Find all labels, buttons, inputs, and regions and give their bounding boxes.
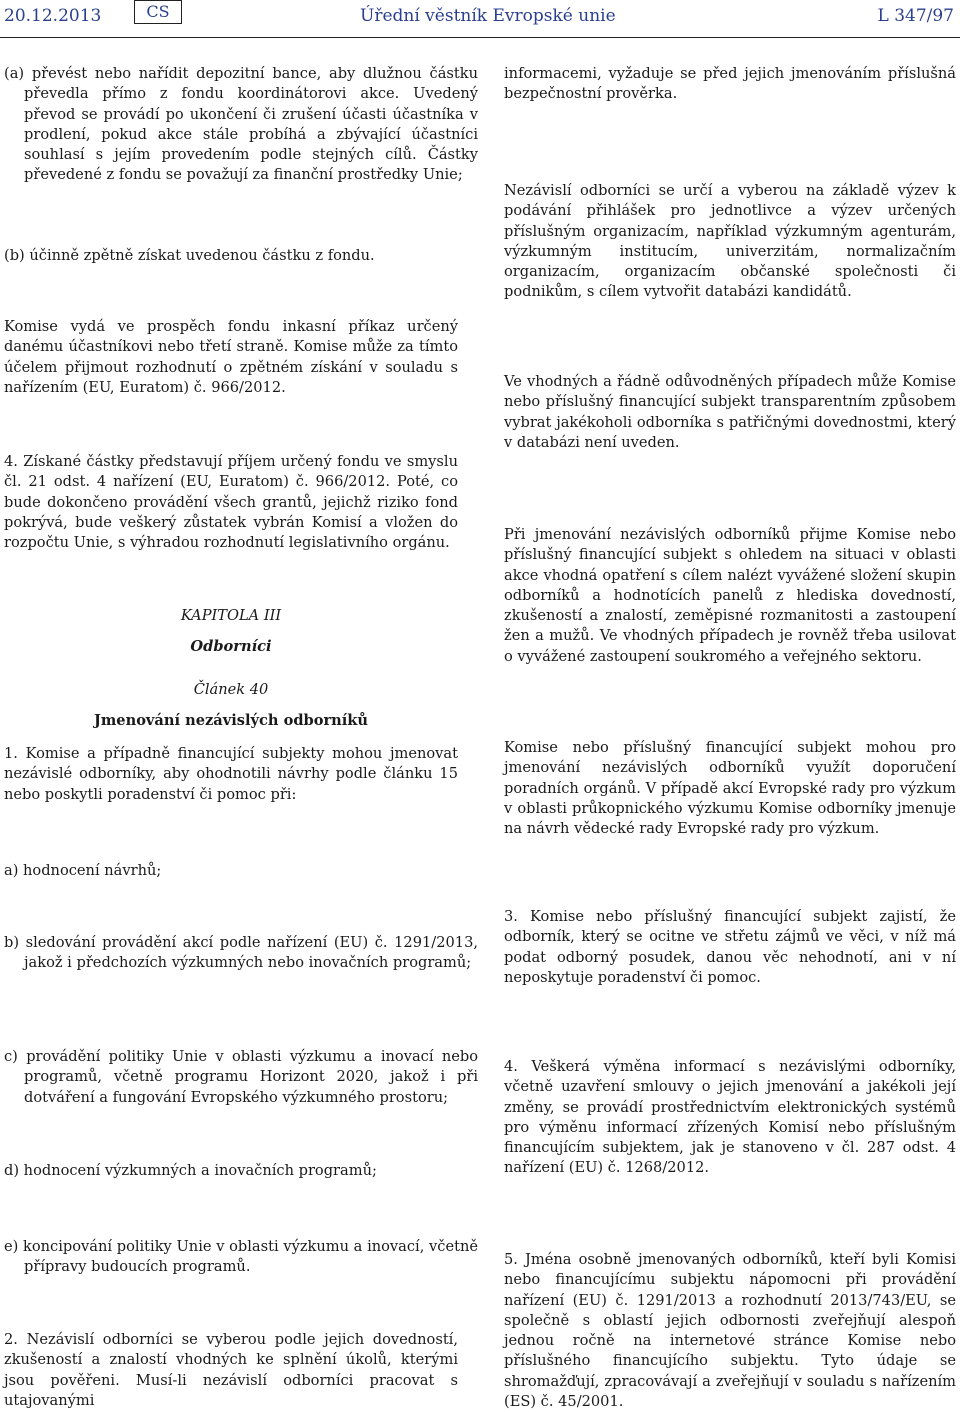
selection-paragraph: Nezávislí odborníci se určí a vyberou na základě výzev k podávání přihlášek pro jednotlivce a výzev určených příslušným organizacím, například výzkumným agenturám, výzkumným institucím, univerzitám, normalizačním organizacím, organizacím občanské společnosti či podnikům, s cílem vytvořit databázi kandidátů. [504,182,956,301]
article-title: Jmenování nezávislých odborníků [93,712,369,729]
list-item-a: a) hodnocení návrhů; [4,862,162,879]
right-column [504,0,956,1411]
balance-paragraph: Při jmenování nezávislých odborníků přijme Komise nebo příslušný financující subjekt s ohledem na situaci v oblasti akce vhodná opatření s cílem nalézt vyvážené složení skupin odborníků a hodnotících panelů z hlediska dovedností, zkušeností a znalostí, zeměpisné rozmanitosti a zastoupení žen a mužů. Ve vhodných případech je rovněž třeba usilovat o vyvážené zastoupení soukromého a veřejného sektoru. [504,526,956,665]
chapter-label: KAPITOLA III [180,607,282,624]
commission-paragraph: Komise vydá ve prospěch fondu inkasní příkaz určený danému účastníkovi nebo třetí straně. Komise může za tímto účelem přijmout rozhodnutí o zpětném získání v souladu s nařízením (EU, Euratom) č. 966/2012. [4,318,458,396]
chapter-title: Odborníci [190,638,272,655]
advisory-paragraph: Komise nebo příslušný financující subjekt mohou pro jmenování nezávislých odborníků využít doporučení poradních orgánů. V případě akcí Evropské rady pro výzkum v oblasti průkopnického výzkumu Komise odborníky jmenuje na návrh vědecké rady Evropské rady pro výzkum. [504,739,956,838]
paragraph-5: 5. Jména osobně jmenovaných odborníků, kteří byli Komisi nebo financujícímu subjektu nápomocni při provádění nařízení (EU) č. 1291/2013 a rozhodnutí 2013/743/EU, se společně s oblastí jejich odbornosti zveřejňují alespoň jednou ročně na internetové stránce Komise nebo příslušného financujícího subjektu. Tyto údaje se shromažďují, zpracovávají a zveřejňují v souladu s nařízením (ES) č. 45/2001. [504,1251,956,1411]
list-item-d: d) hodnocení výzkumných a inovačních programů; [4,1162,377,1179]
list-item-c: c) provádění politiky Unie v oblasti výzkumu a inovací nebo programů, včetně programu Horizont 2020, jakož i při dotváření a fungování Evropského výzkumného prostoru; [4,1048,478,1106]
paragraph-1: 1. Komise a případně financující subjekty mohou jmenovat nezávislé odborníky, aby ohodnotili návrhy podle článku 15 nebo poskytli poradenství či pomoc při: [4,745,458,803]
paragraph-4: 4. Získané částky představují příjem určený fondu ve smyslu čl. 21 odst. 4 nařízení (EU, Euratom) č. 966/2012. Poté, co bude dokončeno provádění všech grantů, jejichž riziko fond pokrývá, bude veškerý zůstatek vybrán Komisí a vložen do rozpočtu Unie, s výhradou rozhodnutí legislativního orgánu. [4,453,458,552]
journal-title: Úřední věstník Evropské unie [360,6,616,26]
item-b: (b) účinně zpětně získat uvedenou částku z fondu. [4,247,375,264]
paragraph-4-right: 4. Veškerá výměna informací s nezávislými odborníky, včetně uzavření smlouvy o jejich jmenování a jakékoli její změny, se provádí prostřednictvím elektronických systémů pro výměnu informací zřízených Komisí nebo příslušným financujícím subjektem, jak je stanoveno v čl. 287 odst. 4 nařízení (EU) č. 1268/2012. [504,1058,956,1177]
list-item-e: e) koncipování politiky Unie v oblasti výzkumu a inovací, včetně přípravy budoucích programů. [4,1238,478,1276]
paragraph-3: 3. Komise nebo příslušný financující subjekt zajistí, že odborník, který se ocitne ve střetu zájmů ve věci, v níž má podat odborný posudek, danou věc nehodnotí, ani v ní neposkytuje poradenství či pomoc. [504,908,956,986]
justified-cases-paragraph: Ve vhodných a řádně odůvodněných případech může Komise nebo příslušný financující subjekt transparentním způsobem vybrat jakékoholi odborníka s patřičnými dovednostmi, který v databázi není uveden. [504,373,956,451]
list-item-b: b) sledování provádění akcí podle nařízení (EU) č. 1291/2013, jakož i předchozích výzkumných nebo inovačních programů; [4,934,478,972]
left-column [4,0,478,1409]
continued-paragraph: informacemi, vyžaduje se před jejich jmenováním příslušná bezpečnostní prověrka. [504,65,956,103]
language-badge: CS [134,0,182,24]
item-a: (a) převést nebo nařídit depozitní bance, aby dlužnou částku převedla přímo z fondu koordinátorovi akce. Uvedený převod se provádí po ukončení či zrušení účasti účastníka v prodlení, pokud akce stále probíhá a zbývající účastníci souhlasí s jejím provedením podle stejných cílů. Částky převedené z fondu se považují za finanční prostředky Unie; [4,65,478,184]
paragraph-2: 2. Nezávislí odborníci se vyberou podle jejich dovedností, zkušeností a znalostí vhodných ke splnění úkolů, kterými jsou pověřeni. Musí-li nezávislí odborníci pracovat s utajovanými [4,1331,458,1409]
publication-date: 20.12.2013 [4,6,102,26]
article-label: Článek 40 [193,681,269,698]
page-reference: L 347/97 [877,6,954,26]
